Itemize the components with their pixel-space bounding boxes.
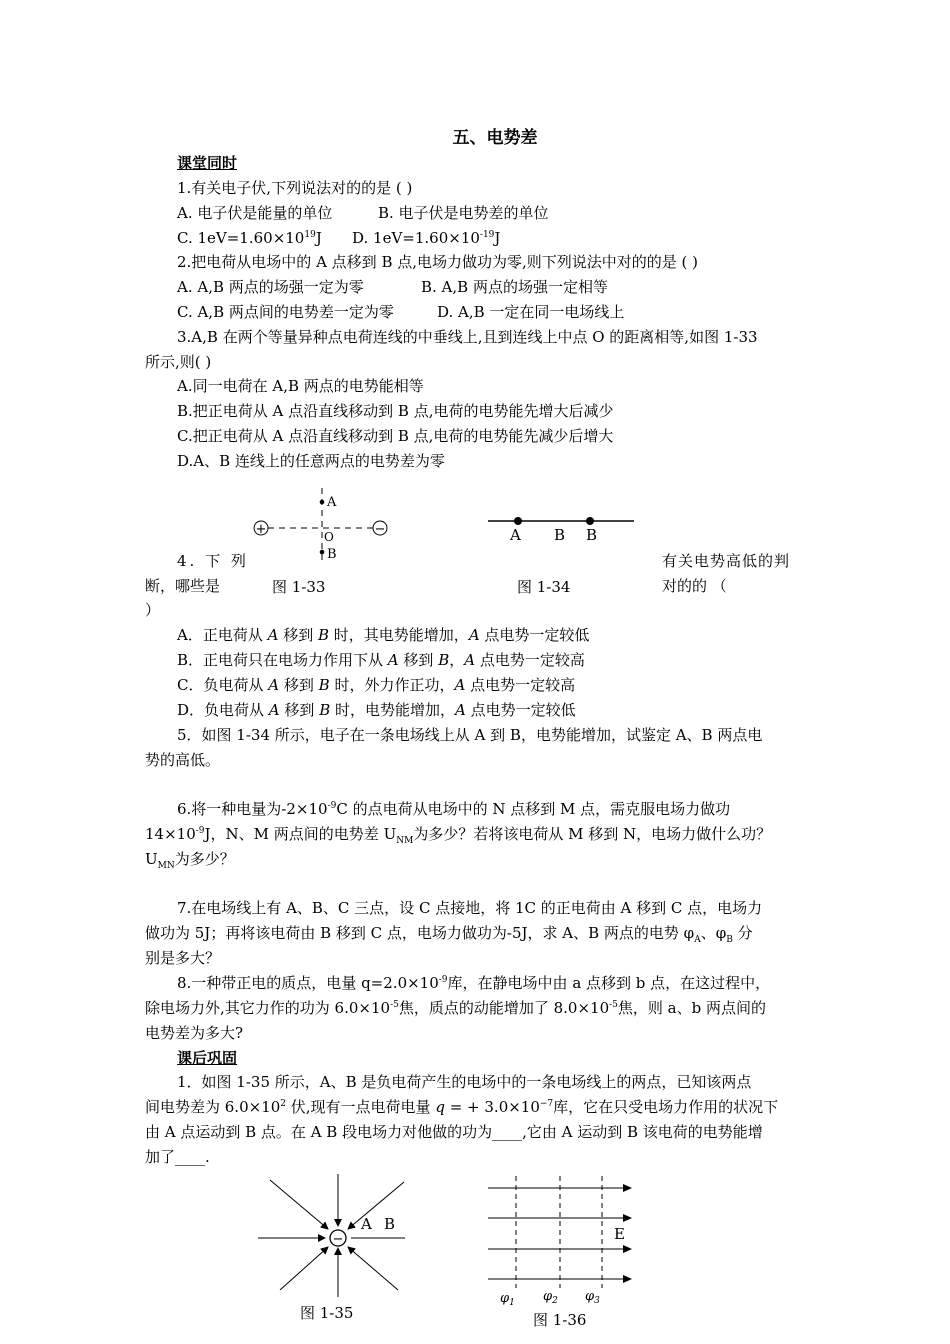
label-e: E (614, 1225, 625, 1243)
q2-option-a: A. A,B 两点的场强一定为零 (177, 278, 364, 296)
q4-stem-left1: 4. 下 列 (177, 552, 249, 570)
point-b (586, 517, 594, 525)
q5-line2: 势的高低。 (145, 751, 221, 769)
q5-line1: 5．如图 1-34 所示，电子在一条电场线上从 A 到 B，电势能增加，试鉴定 A、B 两点电 (177, 726, 763, 744)
q4-option-d: D．负电荷从 A 移到 B 时，电势能增加，A 点电势一定较低 (177, 701, 576, 719)
figure-1-36-caption: 图 1-36 (533, 1311, 587, 1329)
label-b: B (586, 526, 598, 544)
label-a: A (510, 526, 521, 544)
figure-1-33 (250, 486, 400, 566)
q7-line3: 别是多大？ (145, 949, 221, 967)
q2-option-d: D. A,B 一定在同一电场线上 (437, 303, 625, 321)
figure-1-34-caption: 图 1-34 (517, 578, 571, 596)
q4-stem-right2: 对的的 （ (662, 577, 727, 595)
q1-option-c: C. $1eV=1.60\times 10^{19}J$ (177, 229, 322, 247)
q2-option-b: B. A,B 两点的场强一定相等 (421, 278, 608, 296)
h1-line1: 1．如图 1-35 所示，A、B 是负电荷产生的电场中的一条电场线上的两点，已知该两点 (177, 1073, 752, 1091)
q3-stem-line2: 所示,则( ) (145, 353, 212, 371)
q4-option-c: C．负电荷从 A 移到 B 时，外力作正功，A 点电势一定较高 (177, 676, 576, 694)
q4-stem-left2: 断，哪些是 (145, 577, 221, 595)
figure-1-34 (488, 510, 638, 546)
page-title: 五、电势差 (452, 128, 538, 148)
q1-option-b: B. 电子伏是电势差的单位 (378, 204, 549, 222)
field-line-top-left (270, 1180, 328, 1229)
label-phi1: $\varphi_1$ (500, 1291, 515, 1308)
label-phi3: $\varphi_3$ (585, 1289, 600, 1306)
q8-line2: 除电场力外,其它力作的功为 $6.0\times 10^{-5}$焦，质点的动能增加了 $8.0\times 10^{-5}$焦，则 a、b 两点间的 (145, 999, 766, 1017)
q7-line2: 做功为 5J；再将该电荷由 B 移到 C 点，电场力做功为-5J，求 A、B 两点的电势 $\varphi_A$、$\varphi_B$ 分 (145, 924, 753, 945)
label-b: B (384, 1215, 396, 1233)
q6-line2: $14\times 10^{-9}J$，N、M 两点间的电势差 $U_{NM}$为多少？若将该电荷从 M 移到 N，电场力做什么功？ (145, 825, 772, 846)
q3-option-b: B.把正电荷从 A 点沿直线移动到 B 点,电荷的电势能先增大后减少 (177, 402, 614, 420)
minus-sign: − (332, 1232, 344, 1247)
q4-stem-right1: 有关电势高低的判 (662, 552, 791, 570)
figure-1-35-caption: 图 1-35 (300, 1304, 354, 1322)
q7-line1: 7.在电场线上有 A、B、C 三点，设 C 点接地，将 1C 的正电荷由 A 移到 C 点，电场力 (177, 899, 763, 917)
section-heading-classwork: 课堂同时 (177, 154, 238, 172)
field-line-bottom-left (280, 1247, 328, 1290)
point-b (320, 550, 325, 555)
section-heading-homework: 课后巩固 (177, 1049, 238, 1067)
field-line-bottom-right (348, 1247, 398, 1290)
h1-line4: 加了____. (145, 1148, 210, 1166)
q3-option-c: C.把正电荷从 A 点沿直线移动到 B 点,电荷的电势能先减少后增大 (177, 427, 614, 445)
q4-option-a: A．正电荷从 A 移到 B 时，其电势能增加，A 点电势一定较低 (177, 626, 590, 644)
q6-line1: 6.将一种电量为$-2\times 10^{-9}C$ 的点电荷从电场中的 N 点移到 M 点，需克服电场力做功 (177, 800, 731, 818)
label-b-middle: B (554, 526, 566, 544)
q6-line3: $U_{MN}$为多少？ (145, 850, 235, 871)
label-b: B (327, 547, 337, 562)
point-a (514, 517, 522, 525)
figure-1-33-caption: 图 1-33 (272, 578, 326, 596)
q1-stem: 1.有关电子伏,下列说法对的的是 ( ) (177, 179, 413, 197)
q1-option-a: A. 电子伏是能量的单位 (177, 204, 333, 222)
label-o: O (324, 530, 334, 544)
q2-option-c: C. A,B 两点间的电势差一定为零 (177, 303, 394, 321)
q2-stem: 2.把电荷从电场中的 A 点移到 B 点,电场力做功为零,则下列说法中对的的是 ( ) (177, 253, 699, 271)
q1-option-d: D. $1eV=1.60\times 10^{-19}J$ (352, 229, 501, 247)
label-phi2: $\varphi_2$ (543, 1289, 558, 1306)
label-a: A (361, 1215, 372, 1233)
q3-option-d: D.A、B 连线上的任意两点的电势差为零 (177, 452, 445, 470)
figure-1-35 (258, 1172, 418, 1302)
q4-stem-close: ） (145, 601, 161, 619)
q8-line1: 8.一种带正电的质点，电量 $q=2.0\times 10^{-9}$库，在静电场中由 a 点移到 b 点，在这过程中， (177, 974, 771, 992)
q4-option-b: B．正电荷只在电场力作用下从 A 移到 B，A 点电势一定较高 (177, 651, 585, 669)
h1-line3: 由 A 点运动到 B 点。在 A B 段电场力对他做的功为____,它由 A 运动到 B 该电荷的电势能增 (145, 1123, 763, 1141)
h1-line2: 间电势差为 $6.0\times 10^2$ 伏,现有一点电荷电量 q = + $3.0\times 10^{-7}$库，它在只受电场力作用的状况下 (145, 1098, 779, 1116)
q8-line3: 电势差为多大? (145, 1024, 244, 1042)
plus-sign: + (255, 522, 267, 537)
label-a: A (327, 495, 337, 510)
point-a (320, 500, 325, 505)
field-line-top-right (348, 1182, 404, 1229)
minus-sign: − (374, 522, 386, 537)
figure-1-36 (486, 1176, 646, 1308)
q3-stem-line1: 3.A,B 在两个等量异种点电荷连线的中垂线上,且到连线上中点 O 的距离相等,如图 1-33 (177, 328, 758, 346)
q3-option-a: A.同一电荷在 A,B 两点的电势能相等 (177, 377, 424, 395)
